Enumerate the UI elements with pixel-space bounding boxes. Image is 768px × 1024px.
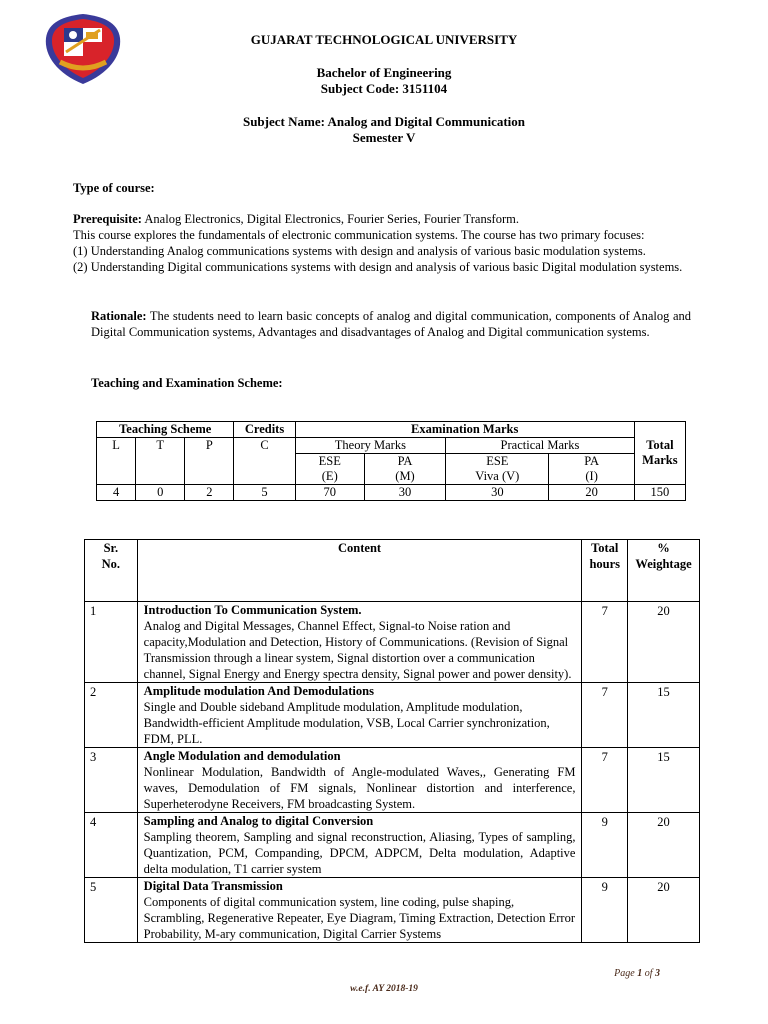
- row-title: Angle Modulation and demodulation: [143, 749, 341, 763]
- teaching-exam-scheme-table: [96, 421, 686, 501]
- pa-i-header: PA (I): [549, 454, 634, 485]
- content-header: Content: [137, 540, 582, 602]
- type-of-course-label: Type of course:: [73, 181, 155, 195]
- subject-name-line: [0, 114, 768, 130]
- effective-from-footer: w.e.f. AY 2018-19: [350, 984, 418, 994]
- subject-code: Subject Code: 3151104: [320, 81, 448, 96]
- table-row: [85, 748, 700, 813]
- lecture-header: L: [97, 438, 136, 485]
- row-weight: 20: [628, 602, 700, 683]
- row-content: [137, 683, 582, 748]
- total-marks-header: Total Marks: [634, 422, 685, 485]
- row-body: Nonlinear Modulation, Bandwidth of Angle-modulated Waves,, Generating FM waves, Demodulation of FM signals, Nonlinear distortion and interference, Superheterodyne Receivers, FM broadcasting System.: [143, 765, 576, 811]
- value-ese: 70: [295, 485, 364, 501]
- rationale-text: The students need to learn basic concepts of analog and digital communication, components of Analog and Digital Communication systems, Advantages and disadvantages of Analog and Digital communication systems.: [91, 309, 691, 339]
- value-pa-m: 30: [364, 485, 445, 501]
- row-weight: 20: [628, 878, 700, 943]
- row-sr: 3: [85, 748, 138, 813]
- prerequisite-line: [73, 211, 713, 227]
- prerequisite-text: Analog Electronics, Digital Electronics, Fourier Series, Fourier Transform.: [141, 212, 519, 226]
- row-content: [137, 878, 582, 943]
- course-description-3: (2) Understanding Digital communications systems with design and analysis of various basic Digital modulation systems.: [73, 260, 683, 274]
- scheme-values-row: [97, 485, 686, 501]
- course-content-table: [84, 539, 700, 943]
- table-row: [85, 813, 700, 878]
- table-row: [85, 878, 700, 943]
- row-sr: 4: [85, 813, 138, 878]
- row-hours: 7: [582, 602, 628, 683]
- row-hours: 9: [582, 878, 628, 943]
- value-t: 0: [136, 485, 185, 501]
- row-title: Introduction To Communication System.: [143, 603, 362, 617]
- row-hours: 7: [582, 748, 628, 813]
- value-viva: 30: [446, 485, 549, 501]
- teaching-exam-scheme-title: Teaching and Examination Scheme:: [91, 376, 283, 390]
- document-header: [0, 32, 768, 146]
- table-row: [85, 683, 700, 748]
- program-name: Bachelor of Engineering: [316, 65, 452, 80]
- prerequisite-label: Prerequisite:: [73, 212, 142, 226]
- pa-m-header: PA (M): [364, 454, 445, 485]
- weightage-header: % Weightage: [628, 540, 700, 602]
- table-row: [85, 602, 700, 683]
- row-title: Amplitude modulation And Demodulations: [143, 684, 374, 698]
- row-sr: 5: [85, 878, 138, 943]
- practical-header: P: [185, 438, 234, 485]
- row-content: [137, 813, 582, 878]
- prerequisite-block: [73, 211, 713, 275]
- value-p: 2: [185, 485, 234, 501]
- row-sr: 2: [85, 683, 138, 748]
- value-c: 5: [234, 485, 295, 501]
- value-l: 4: [97, 485, 136, 501]
- credits-header: Credits: [234, 422, 295, 438]
- university-name: GUJARAT TECHNOLOGICAL UNIVERSITY: [250, 32, 518, 47]
- row-title: Digital Data Transmission: [143, 879, 283, 893]
- row-title: Sampling and Analog to digital Conversion: [143, 814, 374, 828]
- teaching-scheme-header: Teaching Scheme: [97, 422, 234, 438]
- row-sr: 1: [85, 602, 138, 683]
- theory-marks-header: Theory Marks: [295, 438, 446, 454]
- row-weight: 15: [628, 748, 700, 813]
- sr-no-header: Sr. No.: [85, 540, 138, 602]
- row-content: [137, 602, 582, 683]
- row-body: Single and Double sideband Amplitude modulation, Amplitude modulation, Bandwidth-efficient Amplitude modulation, VSB, Local Carrier synchronization, FDM, PLL.: [143, 700, 550, 746]
- row-content: [137, 748, 582, 813]
- page-number: Page 1 of 3: [614, 968, 660, 979]
- practical-marks-header: Practical Marks: [446, 438, 635, 454]
- credit-header: C: [234, 438, 295, 485]
- ese-e-header: ESE (E): [295, 454, 364, 485]
- value-total: 150: [634, 485, 685, 501]
- rationale-label: Rationale:: [91, 309, 147, 323]
- exam-marks-header: Examination Marks: [295, 422, 634, 438]
- rationale-block: [91, 308, 691, 340]
- row-body: Analog and Digital Messages, Channel Effect, Signal-to Noise ration and capacity,Modulation and Detection, History of Communications. (Revision of Signal Transmission through a linear system, Signal distortion over a communication channel, Signal Energy and Energy spectra density, Signal power and power density).: [143, 619, 572, 681]
- row-body: Sampling theorem, Sampling and signal reconstruction, Aliasing, Types of sampling, Quantization, PCM, Companding, DPCM, ADPCM, Delta modulation, Adaptive delta modulation, T1 carrier system: [143, 830, 576, 876]
- tutorial-header: T: [136, 438, 185, 485]
- subject-name: Analog and Digital Communication: [327, 114, 526, 129]
- semester: Semester V: [352, 130, 416, 145]
- row-hours: 9: [582, 813, 628, 878]
- value-pa-i: 20: [549, 485, 634, 501]
- total-hours-header: Total hours: [582, 540, 628, 602]
- subject-name-label: Subject Name:: [242, 114, 328, 129]
- row-weight: 20: [628, 813, 700, 878]
- course-description-1: This course explores the fundamentals of electronic communication systems. The course has two primary focuses:: [73, 228, 645, 242]
- ese-viva-header: ESE Viva (V): [446, 454, 549, 485]
- row-weight: 15: [628, 683, 700, 748]
- course-description-2: (1) Understanding Analog communications systems with design and analysis of various basic modulation systems.: [73, 244, 646, 258]
- row-hours: 7: [582, 683, 628, 748]
- row-body: Components of digital communication system, line coding, pulse shaping, Scrambling, Regenerative Repeater, Eye Diagram, Timing Extraction, Detection Error Probability, M-ary communication, Digital Carrier Systems: [143, 895, 575, 941]
